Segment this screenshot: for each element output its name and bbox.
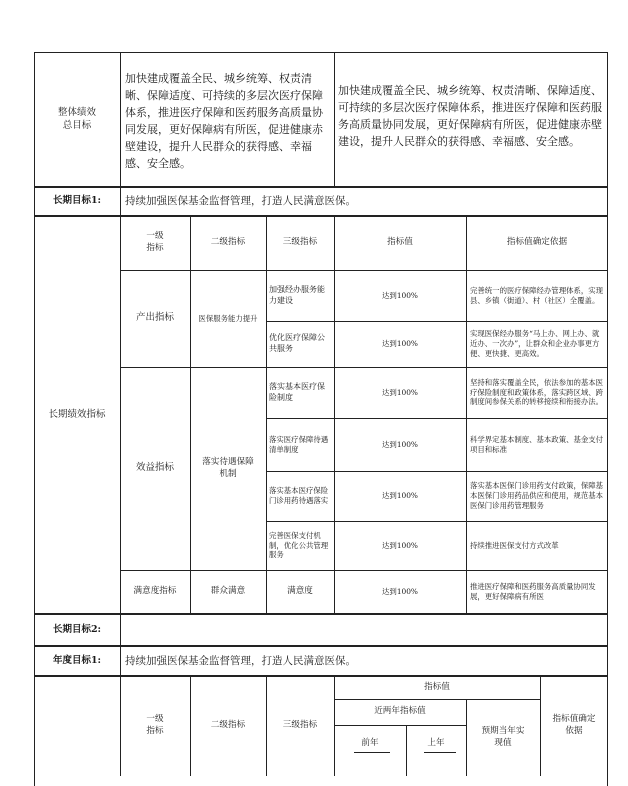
output-row2-value: 达到100% [382,339,418,348]
performance-table [34,52,608,776]
annual-header-expect: 预期当年实 现值 [481,725,525,748]
output-row1-l3: 加强经办服务能力建设 [269,284,325,305]
benefit-level1: 效益指标 [135,462,174,474]
overall-text-b: 加快建成覆盖全民、城乡统筹、权责清晰、保障适度、可持续的多层次医疗保障体系，推进医疗保障和医药服务高质量协同发展，更好保障病有所医，促进健康赤壁建设，提升人民群众的获得感、幸福感、安全感。 [338,84,602,149]
header-value: 指标值 [387,237,413,248]
output-row1-basis: 完善统一的医疗保障经办管理体系，实现县、乡镇（街道）、村（社区）全覆盖。 [470,285,604,305]
annual-header-basis: 指标值确定 依据 [552,714,596,736]
long-goal-2-text [125,614,595,646]
benefit-row3-l3: 落实基本医疗保险门诊用药待遇落实 [269,486,329,505]
benefit-row2-l3: 落实医疗保障待遇清单制度 [269,434,329,454]
satisfaction-value: 达到100% [382,587,418,596]
annual-header-recent: 近两年指标值 [374,706,426,717]
benefit-row3-basis: 落实基本医保门诊用药支付政策，保障基本医保门诊用药品供应和使用，规范基本医保门诊用药管理服务 [470,481,604,510]
output-row2-l3: 优化医疗保障公共服务 [269,333,325,353]
long-goal-2-label: 长期目标2: [52,623,102,635]
annual-goal-1-label: 年度目标1: [52,654,102,666]
benefit-row1-l3: 落实基本医疗保险制度 [269,381,325,402]
satisfaction-basis: 推进医疗保障和医药服务高质量协同发展，更好保障病有所医 [470,582,596,601]
output-level1: 产出指标 [135,312,174,324]
benefit-row4-value: 达到100% [382,540,418,550]
satisfaction-level2: 群众满意 [210,586,246,597]
overall-text-a: 加快建成覆盖全民、城乡统筹、权责清晰、保障适度、可持续的多层次医疗保障体系，推进医疗保障和医药服务高质量协同发展，更好保障病有所医，促进健康赤壁建设，提升人民群众的获得感、幸福感、安全感。 [125,72,323,171]
benefit-row2-value: 达到100% [382,439,418,449]
header-basis: 指标值确定依据 [506,237,568,248]
overall-label: 整体绩效 总目标 [57,107,96,131]
benefit-row4-l3: 完善医保支付机制，优化公共管理服务 [269,530,329,560]
header-level3: 三级指标 [282,237,318,248]
output-row1-value: 达到100% [382,290,418,300]
header-level2: 二级指标 [210,237,246,248]
satisfaction-level3: 满意度 [287,586,313,597]
benefit-level2: 落实待遇保障机制 [202,456,254,479]
annual-header-level1: 一级 指标 [146,714,164,736]
long-goal-1-label: 长期目标1: [52,194,102,206]
annual-goal-1-text: 持续加强医保基金监督管理，打造人民满意医保。 [125,654,356,667]
output-level2: 医保服务能力提升 [198,313,258,323]
long-perf-label: 长期绩效指标 [48,408,106,420]
benefit-row2-basis: 科学界定基本制度、基本政策、基金支付项目和标准 [470,434,604,454]
benefit-row1-value: 达到100% [382,387,418,397]
annual-header-level2: 二级指标 [210,720,246,731]
long-goal-1-text: 持续加强医保基金监督管理，打造人民满意医保。 [125,194,356,207]
benefit-row4-basis: 持续推进医保支付方式改革 [470,540,559,550]
annual-header-value: 指标值 [424,681,450,692]
annual-header-level3: 三级指标 [282,720,318,731]
benefit-row3-value: 达到100% [382,491,418,500]
annual-header-prev: 前年 [361,738,379,749]
annual-header-last: 上年 [427,738,445,749]
header-level1: 一级 指标 [146,231,164,253]
benefit-row1-basis: 坚持和落实覆盖全民，依法参加的基本医疗保险制度和政策体系，落实跨区域、跨制度间参保关系的转移接续和衔接办法。 [470,377,604,407]
satisfaction-level1: 满意度指标 [133,586,177,597]
output-row2-basis: 实现医保经办服务“马上办、网上办、就近办、一次办”，让群众和企业办事更方便、更快捷、更高效。 [470,329,600,358]
